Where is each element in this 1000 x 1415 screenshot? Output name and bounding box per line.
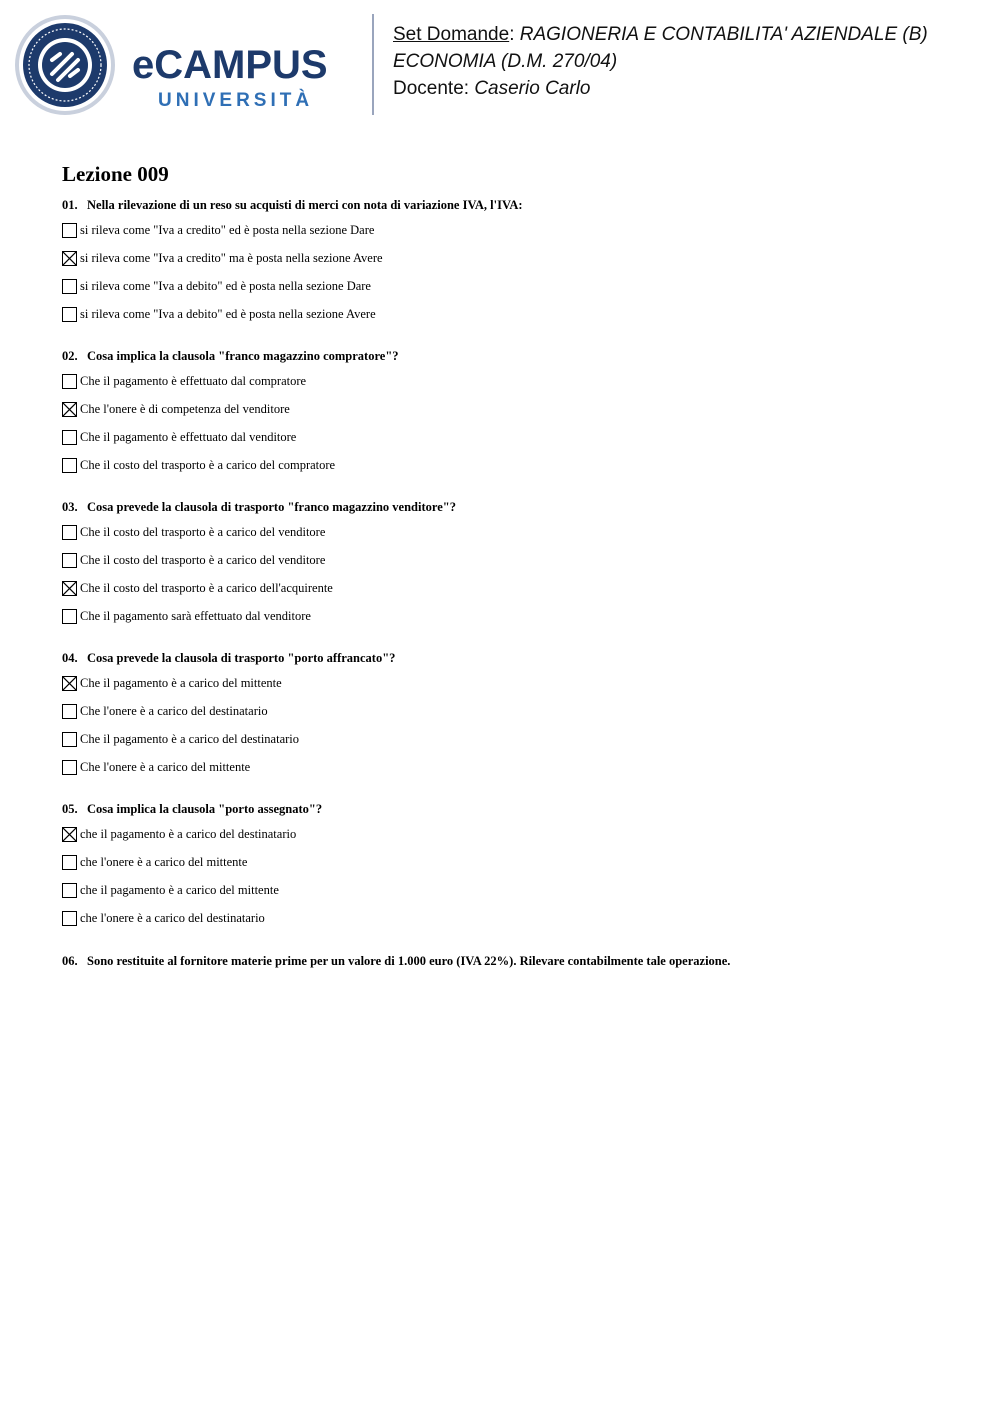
answer-label: Che il pagamento sarà effettuato dal venditore <box>80 608 311 623</box>
answer-option[interactable] <box>62 401 290 417</box>
checkbox-unchecked[interactable] <box>62 760 77 775</box>
set-title-line1: RAGIONERIA E CONTABILITA' AZIENDALE (B) <box>519 24 928 45</box>
question-number: 03. <box>62 500 78 514</box>
ecampus-wordmark <box>132 40 362 112</box>
answer-option[interactable] <box>62 703 268 719</box>
lesson-title: Lezione 009 <box>62 162 169 186</box>
answer-label: che l'onere è a carico del destinatario <box>80 910 265 925</box>
question-number: 01. <box>62 198 78 212</box>
teacher-name: Caserio Carlo <box>474 78 591 99</box>
question-text <box>62 500 962 515</box>
x-mark-icon <box>63 828 76 841</box>
question-text <box>62 954 962 969</box>
answer-option[interactable] <box>62 429 296 445</box>
header-divider <box>372 14 374 115</box>
answer-option[interactable] <box>62 373 306 389</box>
x-mark-icon <box>63 252 76 265</box>
question-text <box>62 349 962 364</box>
checkbox-unchecked[interactable] <box>62 855 77 870</box>
answer-label: si rileva come "Iva a credito" ed è posta nella sezione Dare <box>80 222 375 237</box>
answer-option[interactable] <box>62 278 371 294</box>
answer-label: Che il costo del trasporto è a carico del venditore <box>80 552 326 567</box>
answer-label: Che l'onere è a carico del destinatario <box>80 703 268 718</box>
answer-label: Che il pagamento è effettuato dal venditore <box>80 429 297 444</box>
checkbox-unchecked[interactable] <box>62 732 77 747</box>
checkbox-checked[interactable] <box>62 402 77 417</box>
answer-option[interactable] <box>62 675 282 691</box>
answer-label: Che il pagamento è a carico del mittente <box>80 675 282 690</box>
answer-option[interactable] <box>62 826 296 842</box>
question-number: 06. <box>62 954 78 968</box>
question-label: Cosa implica la clausola "porto assegnato"? <box>87 802 323 816</box>
answer-option[interactable] <box>62 552 325 568</box>
answer-label: si rileva come "Iva a credito" ma è posta nella sezione Avere <box>80 250 383 265</box>
checkbox-unchecked[interactable] <box>62 883 77 898</box>
answer-label: Che il costo del trasporto è a carico del compratore <box>80 457 336 472</box>
question-label: Sono restituite al fornitore materie prime per un valore di 1.000 euro (IVA 22%). Rilevare contabilmente tale operazione. <box>87 954 731 968</box>
answer-label: Che il pagamento è effettuato dal compratore <box>80 373 307 388</box>
question-text <box>62 651 962 666</box>
checkbox-checked[interactable] <box>62 827 77 842</box>
answer-option[interactable] <box>62 854 247 870</box>
logo-brand: eCAMPUS <box>132 43 328 87</box>
checkbox-unchecked[interactable] <box>62 609 77 624</box>
answer-option[interactable] <box>62 731 299 747</box>
checkbox-unchecked[interactable] <box>62 458 77 473</box>
checkbox-checked[interactable] <box>62 251 77 266</box>
answer-option[interactable] <box>62 910 265 926</box>
set-title-line2: ECONOMIA (D.M. 270/04) <box>393 51 618 72</box>
checkbox-unchecked[interactable] <box>62 525 77 540</box>
x-mark-icon <box>63 582 76 595</box>
checkbox-checked[interactable] <box>62 581 77 596</box>
checkbox-checked[interactable] <box>62 676 77 691</box>
question-number: 02. <box>62 349 78 363</box>
question-label: Nella rilevazione di un reso su acquisti di merci con nota di variazione IVA, l'IVA: <box>87 198 523 212</box>
answer-label: si rileva come "Iva a debito" ed è posta nella sezione Dare <box>80 278 371 293</box>
checkbox-unchecked[interactable] <box>62 911 77 926</box>
logo-sub: UNIVERSITÀ <box>158 90 314 111</box>
answer-option[interactable] <box>62 222 374 238</box>
checkbox-unchecked[interactable] <box>62 223 77 238</box>
ecampus-wordmark-graphic <box>132 40 362 112</box>
course-info <box>393 21 983 102</box>
question-text <box>62 198 962 213</box>
answer-label: che il pagamento è a carico del destinatario <box>80 826 297 841</box>
x-mark-icon <box>63 677 76 690</box>
ecampus-seal-logo <box>14 14 116 116</box>
question-label: Cosa implica la clausola "franco magazzino compratore"? <box>87 349 399 363</box>
question-text <box>62 802 962 817</box>
page-header <box>0 0 1000 130</box>
question-number: 04. <box>62 651 78 665</box>
set-label: Set Domande <box>393 24 510 45</box>
answer-label: Che il pagamento è a carico del destinatario <box>80 731 300 746</box>
answer-label: che il pagamento è a carico del mittente <box>80 882 279 897</box>
question-number: 05. <box>62 802 78 816</box>
checkbox-unchecked[interactable] <box>62 374 77 389</box>
answer-option[interactable] <box>62 882 279 898</box>
checkbox-unchecked[interactable] <box>62 430 77 445</box>
answer-option[interactable] <box>62 524 325 540</box>
checkbox-unchecked[interactable] <box>62 307 77 322</box>
answer-label: che l'onere è a carico del mittente <box>80 854 248 869</box>
x-mark-icon <box>63 403 76 416</box>
course-title-line1: Set Domande: RAGIONERIA E CONTABILITA' AZIENDALE (B) <box>393 24 928 45</box>
answer-option[interactable] <box>62 608 311 624</box>
checkbox-unchecked[interactable] <box>62 704 77 719</box>
answer-label: Che l'onere è a carico del mittente <box>80 759 251 774</box>
teacher-label: Docente: <box>393 78 475 99</box>
checkbox-unchecked[interactable] <box>62 553 77 568</box>
question-label: Cosa prevede la clausola di trasporto "franco magazzino venditore"? <box>87 500 456 514</box>
answer-option[interactable] <box>62 250 383 266</box>
answer-option[interactable] <box>62 306 376 322</box>
answer-label: Che il costo del trasporto è a carico dell'acquirente <box>80 580 333 595</box>
answer-option[interactable] <box>62 759 250 775</box>
answer-option[interactable] <box>62 580 333 596</box>
teacher-line <box>393 75 983 102</box>
answer-label: si rileva come "Iva a debito" ed è posta nella sezione Avere <box>80 306 376 321</box>
answer-label: Che l'onere è di competenza del venditore <box>80 401 290 416</box>
question-label: Cosa prevede la clausola di trasporto "porto affrancato"? <box>87 651 396 665</box>
answer-option[interactable] <box>62 457 335 473</box>
answer-label: Che il costo del trasporto è a carico del venditore <box>80 524 326 539</box>
checkbox-unchecked[interactable] <box>62 279 77 294</box>
